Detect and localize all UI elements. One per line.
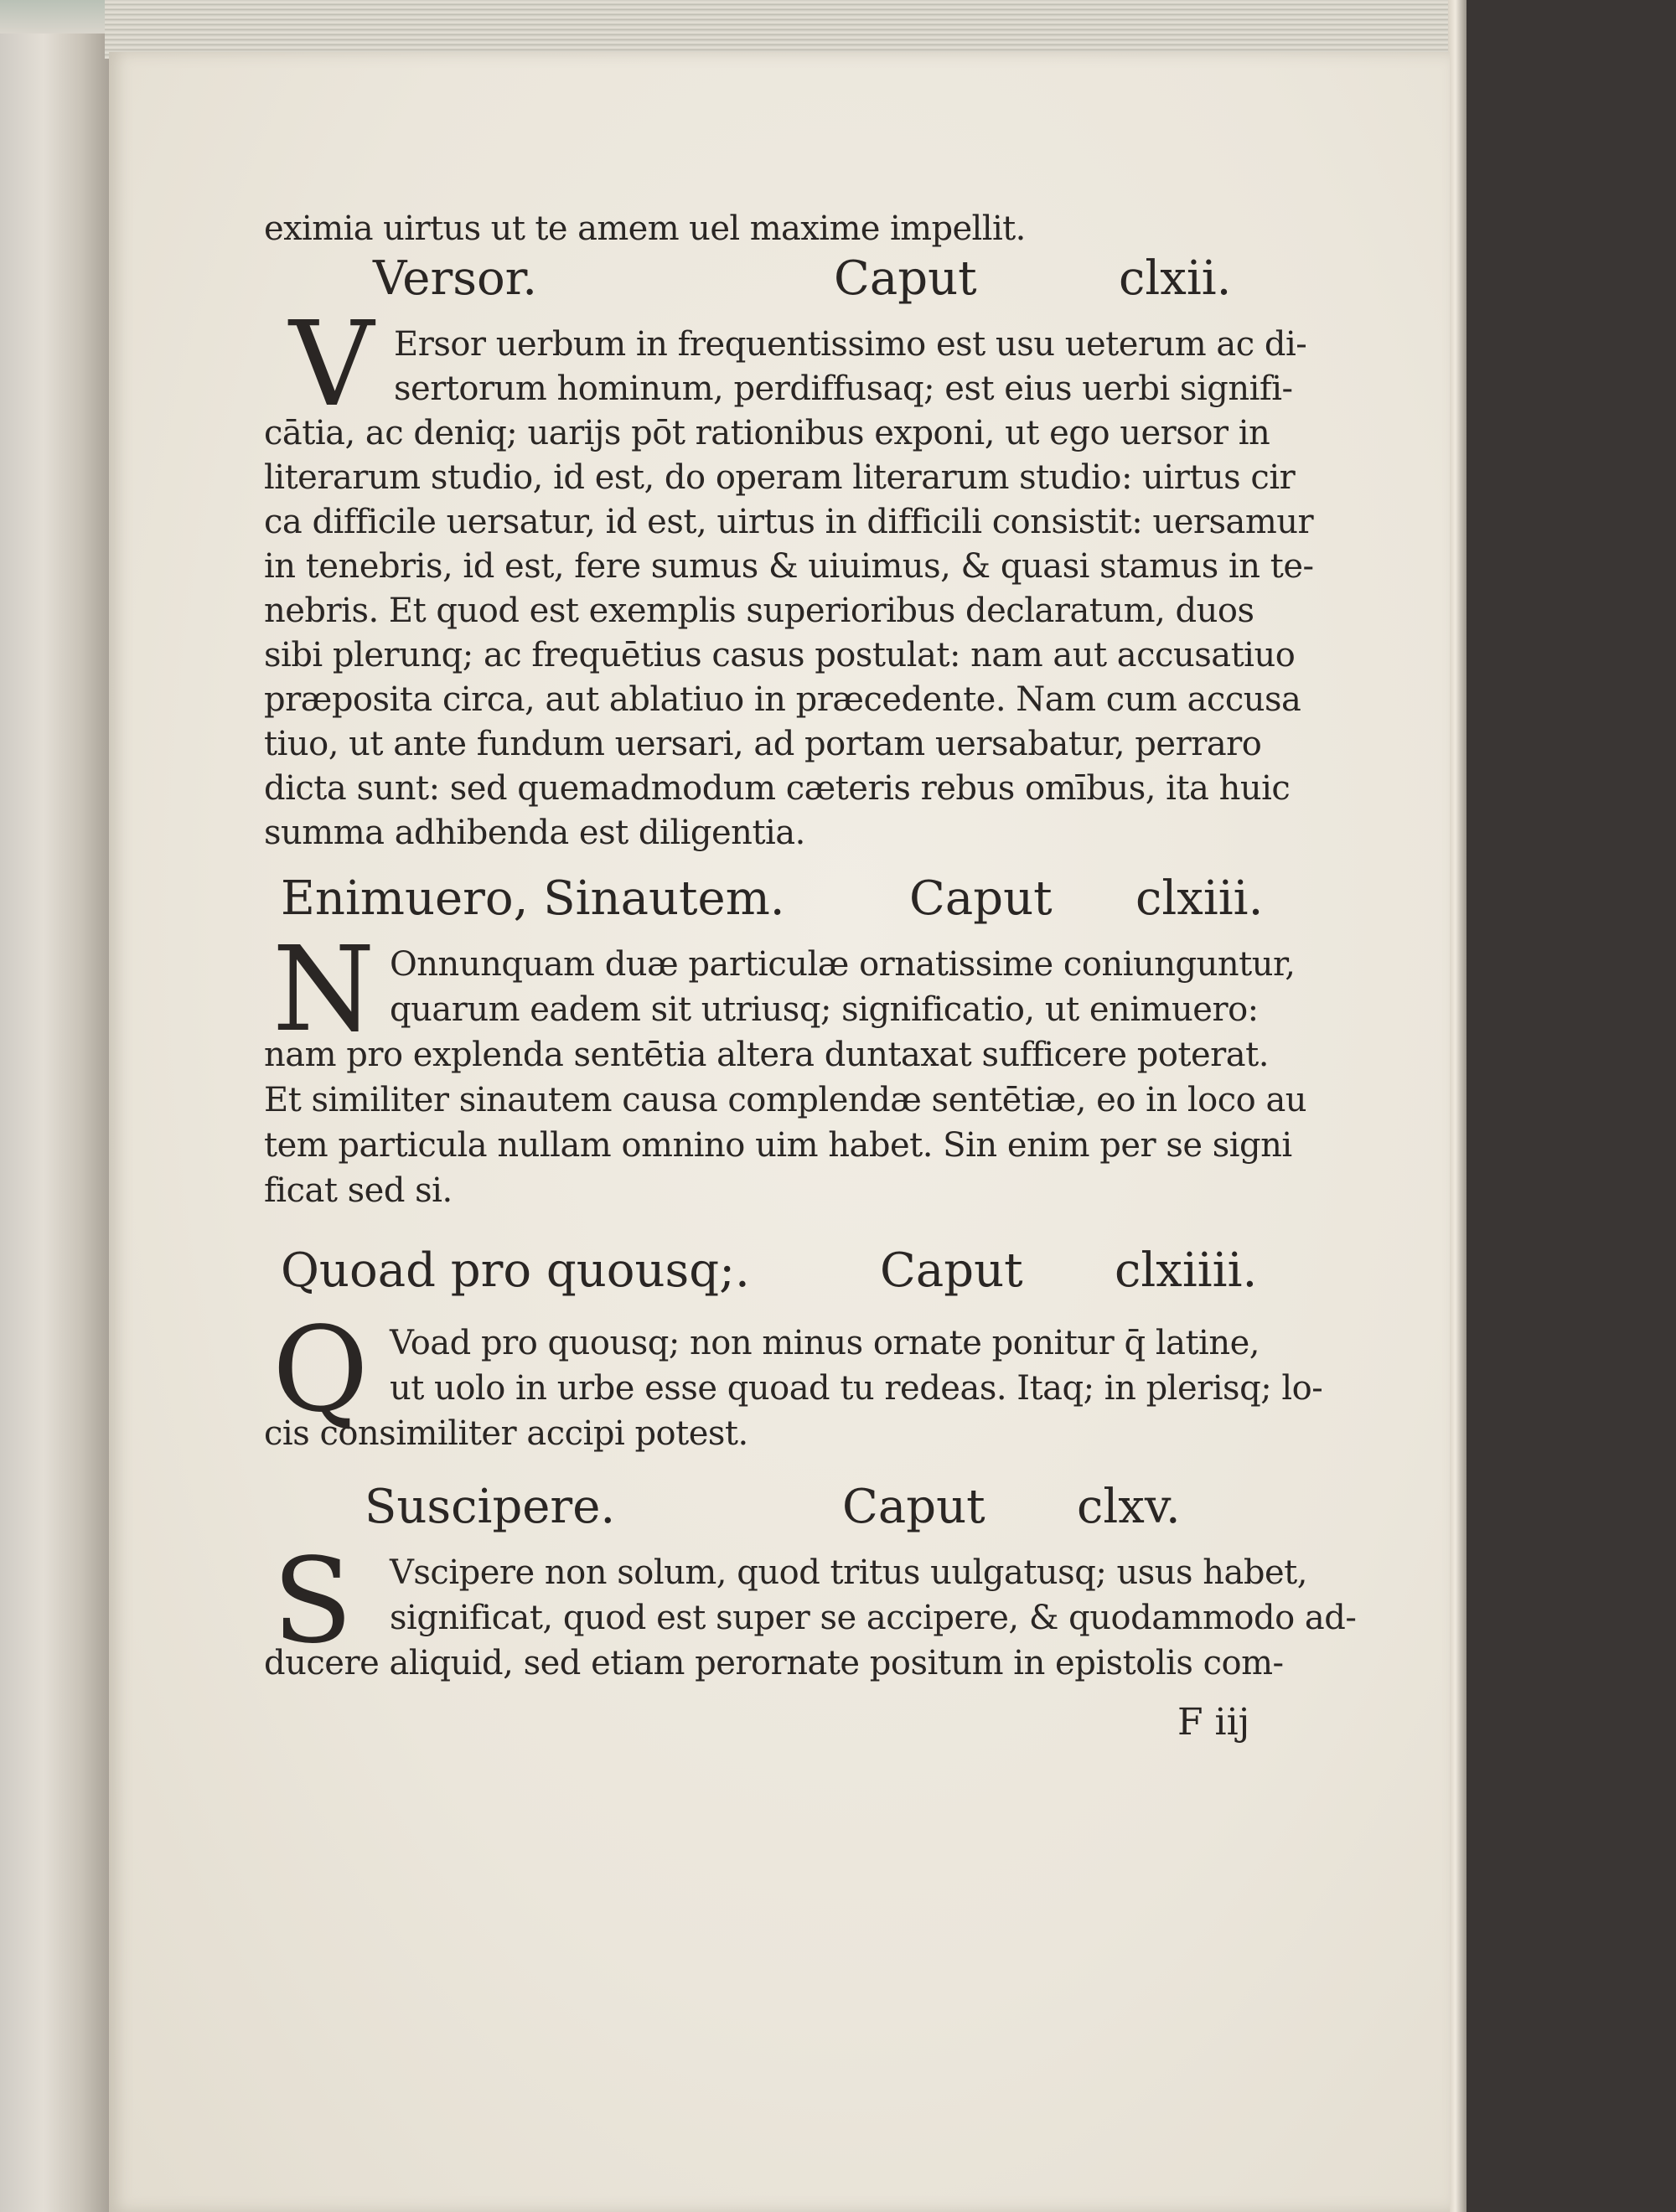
text-line: cis consimiliter accipi potest.	[264, 1414, 748, 1453]
heading-word: Versor.	[373, 251, 538, 306]
text-line: summa adhibenda est diligentia.	[264, 814, 805, 852]
text-line: Onnunquam duæ particulæ ornatissime coniunguntur,	[390, 945, 1296, 984]
text-line: tiuo, ut ante fundum uersari, ad portam uersabatur, perraro	[264, 725, 1262, 763]
heading-suscipere	[264, 1480, 1379, 1535]
heading-caput: Caput	[909, 871, 1053, 926]
page-edges	[105, 0, 1454, 59]
heading-word: Enimuero, Sinautem.	[281, 871, 785, 926]
text-line: in tenebris, id est, fere sumus & uiuimus, & quasi stamus in te-	[264, 547, 1314, 586]
text-line: Ersor uerbum in frequentissimo est usu ueterum ac di-	[394, 325, 1307, 364]
heading-number: clxiii.	[1135, 871, 1264, 926]
initial-q: Q	[272, 1302, 369, 1439]
text-line: cātia, ac deniq; uarijs pōt rationibus exponi, ut ego uersor in	[264, 414, 1270, 452]
initial-n: N	[272, 922, 375, 1058]
text-line: sibi plerunq; ac frequētius casus postulat: nam aut accusatiuo	[264, 636, 1296, 674]
heading-word: Quoad pro quousq;.	[281, 1243, 750, 1298]
text-line: dicta sunt: sed quemadmodum cæteris rebus omībus, ita huic	[264, 769, 1291, 808]
text-line: Vscipere non solum, quod tritus uulgatusq; usus habet,	[390, 1553, 1307, 1592]
heading-versor	[264, 251, 1379, 307]
heading-enimuero	[264, 871, 1379, 927]
text-line: ficat sed si.	[264, 1171, 453, 1210]
initial-s: S	[272, 1533, 353, 1670]
heading-number: clxii.	[1119, 251, 1232, 306]
heading-word: Suscipere.	[365, 1480, 616, 1534]
heading-number: clxiiii.	[1115, 1243, 1258, 1298]
text-line: quarum eadem sit utriusq; significatio, ut enimuero:	[390, 990, 1259, 1029]
text-line: nebris. Et quod est exemplis superioribus declaratum, duos	[264, 592, 1254, 630]
text-line: significat, quod est super se accipere, & quodammodo ad-	[390, 1599, 1357, 1637]
heading-caput: Caput	[842, 1480, 985, 1534]
heading-caput: Caput	[834, 251, 977, 306]
text-line: ca difficile uersatur, id est, uirtus in difficili consistit: uersamur	[264, 503, 1314, 541]
spine-top	[0, 0, 117, 34]
signature-mark: F iij	[1177, 1701, 1250, 1744]
binding-strip	[1450, 0, 1676, 2212]
page-right-edge	[1448, 0, 1466, 2212]
text-line: sertorum hominum, perdiffusaq; est eius uerbi signifi-	[394, 370, 1293, 408]
first-line: eximia uirtus ut te amem uel maxime impellit.	[264, 209, 1026, 248]
heading-number: clxv.	[1077, 1480, 1181, 1534]
text-line: ut uolo in urbe esse quoad tu redeas. Itaq; in plerisq; lo-	[390, 1369, 1323, 1408]
book-spine	[0, 0, 109, 2212]
text-line: Et similiter sinautem causa complendæ sentētiæ, eo in loco au	[264, 1081, 1307, 1119]
text-line: præposita circa, aut ablatiuo in præcedente. Nam cum accusa	[264, 680, 1301, 719]
text-line: ducere aliquid, sed etiam perornate positum in epistolis com-	[264, 1644, 1284, 1682]
heading-quoad	[264, 1243, 1379, 1299]
text-line: literarum studio, id est, do operam literarum studio: uirtus cir	[264, 458, 1296, 497]
text-line: nam pro explenda sentētia altera duntaxat sufficere poterat.	[264, 1036, 1269, 1074]
text-line: Voad pro quousq; non minus ornate ponitur q̄ latine,	[390, 1324, 1260, 1362]
heading-caput: Caput	[880, 1243, 1023, 1298]
book-page	[109, 52, 1450, 2212]
text-line: tem particula nullam omnino uim habet. Sin enim per se signi	[264, 1126, 1292, 1165]
initial-v: V	[289, 297, 375, 433]
